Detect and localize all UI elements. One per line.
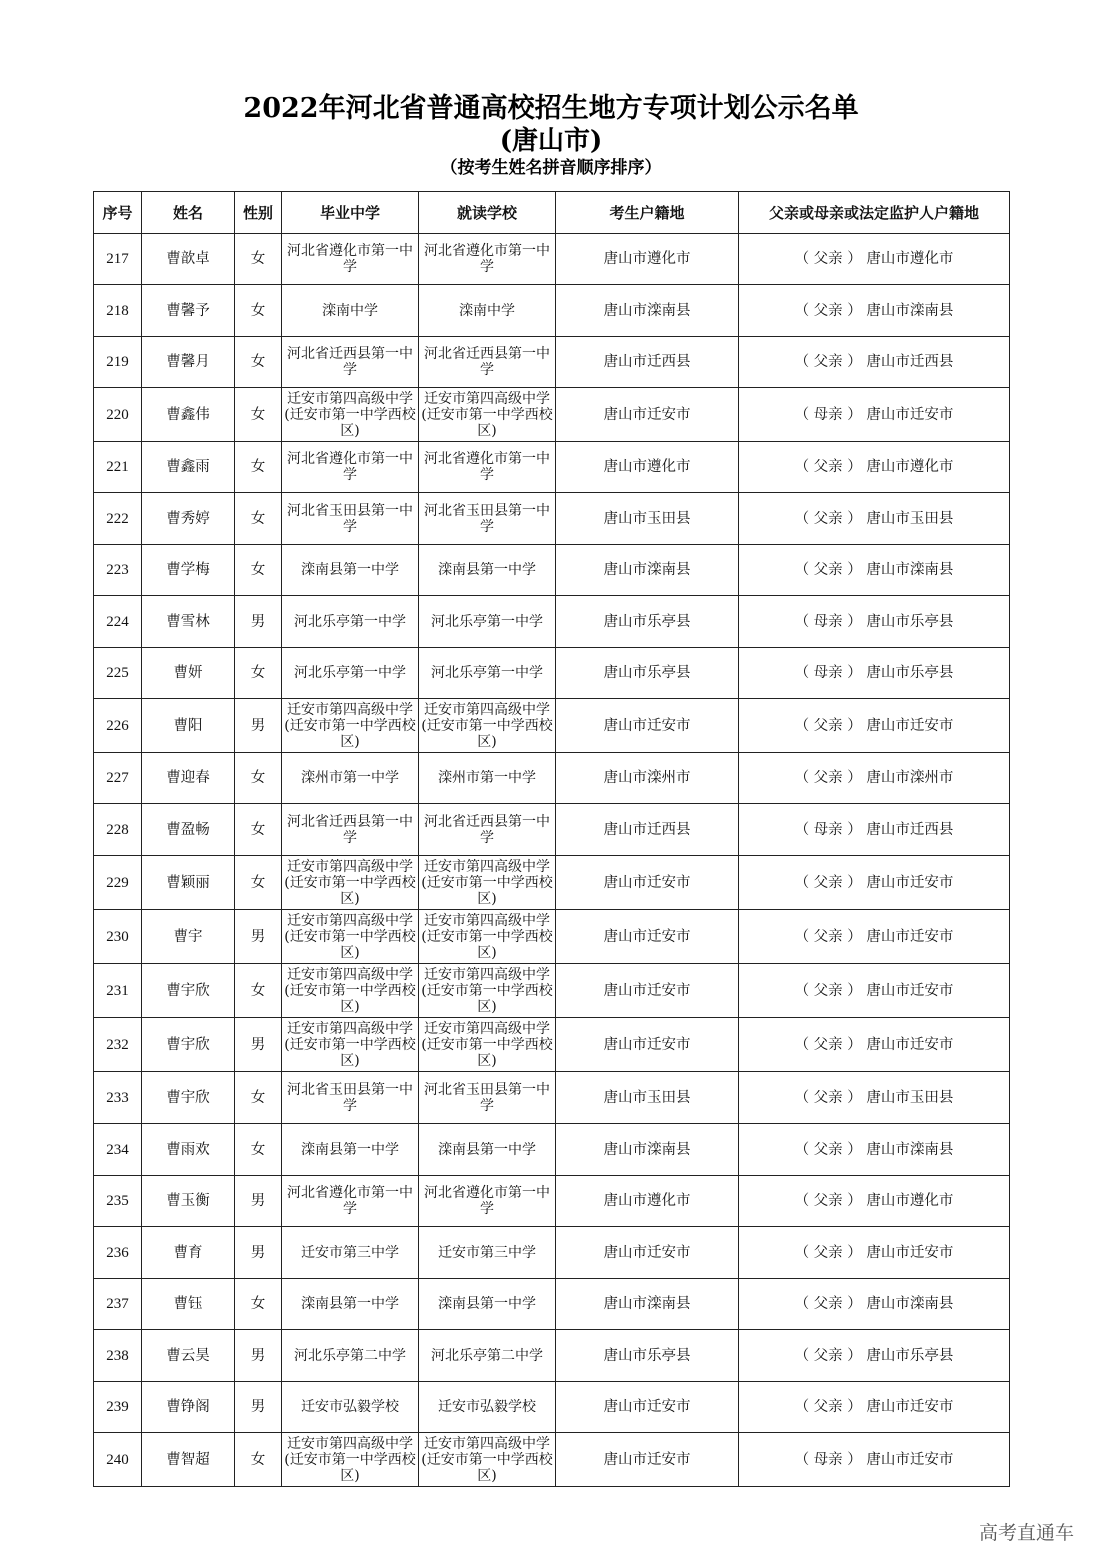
- table-row: [94, 1330, 1010, 1382]
- graduation-school: 迁安市第三中学: [282, 1227, 419, 1279]
- student-sex: 女: [235, 1433, 282, 1487]
- student-registration: 唐山市遵化市: [556, 234, 739, 285]
- student-name: 曹智超: [142, 1433, 235, 1487]
- current-school: 滦南中学: [419, 285, 556, 337]
- student-registration: 唐山市玉田县: [556, 493, 739, 545]
- graduation-school: 河北省玉田县第一中学: [282, 493, 419, 545]
- city-subtitle: (唐山市): [499, 126, 603, 156]
- current-school: 滦州市第一中学: [419, 753, 556, 804]
- table-row: [94, 804, 1010, 856]
- student-name: 曹秀婷: [142, 493, 235, 545]
- row-number: 224: [94, 596, 142, 648]
- current-school: 河北省遵化市第一中学: [419, 1176, 556, 1227]
- student-registration: 唐山市迁安市: [556, 1433, 739, 1487]
- graduation-school: 河北省遵化市第一中学: [282, 442, 419, 493]
- student-name: 曹钰: [142, 1279, 235, 1330]
- guardian-registration: （ 父亲 ） 唐山市迁安市: [739, 964, 1010, 1018]
- student-registration: 唐山市滦南县: [556, 1124, 739, 1176]
- table-row: [94, 1227, 1010, 1279]
- student-sex: 男: [235, 1227, 282, 1279]
- col-header-registration: 考生户籍地: [556, 192, 739, 234]
- student-name: 曹馨予: [142, 285, 235, 337]
- student-sex: 女: [235, 545, 282, 596]
- graduation-school: 迁安市第四高级中学(迁安市第一中学西校区): [282, 964, 419, 1018]
- graduation-school: 滦南中学: [282, 285, 419, 337]
- table-body: [94, 234, 1010, 1487]
- student-name: 曹云昊: [142, 1330, 235, 1382]
- guardian-registration: （ 父亲 ） 唐山市迁安市: [739, 1227, 1010, 1279]
- table-row: [94, 699, 1010, 753]
- current-school: 滦南县第一中学: [419, 1279, 556, 1330]
- guardian-registration: （ 母亲 ） 唐山市乐亭县: [739, 648, 1010, 699]
- graduation-school: 滦州市第一中学: [282, 753, 419, 804]
- student-sex: 男: [235, 596, 282, 648]
- guardian-registration: （ 父亲 ） 唐山市遵化市: [739, 442, 1010, 493]
- current-school: 迁安市第四高级中学(迁安市第一中学西校区): [419, 964, 556, 1018]
- student-sex: 女: [235, 234, 282, 285]
- graduation-school: 滦南县第一中学: [282, 545, 419, 596]
- student-sex: 女: [235, 804, 282, 856]
- student-sex: 女: [235, 1072, 282, 1124]
- row-number: 220: [94, 388, 142, 442]
- guardian-registration: （ 父亲 ） 唐山市滦南县: [739, 1279, 1010, 1330]
- current-school: 河北乐亭第二中学: [419, 1330, 556, 1382]
- graduation-school: 河北省玉田县第一中学: [282, 1072, 419, 1124]
- graduation-school: 迁安市第四高级中学(迁安市第一中学西校区): [282, 699, 419, 753]
- current-school: 迁安市第四高级中学(迁安市第一中学西校区): [419, 1433, 556, 1487]
- row-number: 221: [94, 442, 142, 493]
- col-header-sex: 性别: [235, 192, 282, 234]
- roster-table: [93, 191, 1010, 1487]
- guardian-registration: （ 父亲 ） 唐山市遵化市: [739, 234, 1010, 285]
- guardian-registration: （ 母亲 ） 唐山市迁安市: [739, 1433, 1010, 1487]
- table-row: [94, 1176, 1010, 1227]
- graduation-school: 迁安市第四高级中学(迁安市第一中学西校区): [282, 910, 419, 964]
- graduation-school: 迁安市第四高级中学(迁安市第一中学西校区): [282, 388, 419, 442]
- table-row: [94, 1018, 1010, 1072]
- row-number: 240: [94, 1433, 142, 1487]
- student-name: 曹宇欣: [142, 1072, 235, 1124]
- table-row: [94, 285, 1010, 337]
- student-name: 曹颖丽: [142, 856, 235, 910]
- col-header-grad-school: 毕业中学: [282, 192, 419, 234]
- graduation-school: 滦南县第一中学: [282, 1279, 419, 1330]
- current-school: 迁安市第三中学: [419, 1227, 556, 1279]
- table-row: [94, 337, 1010, 388]
- student-sex: 女: [235, 442, 282, 493]
- guardian-registration: （ 父亲 ） 唐山市迁安市: [739, 699, 1010, 753]
- sort-note: （按考生姓名拼音顺序排序）: [440, 158, 662, 178]
- student-registration: 唐山市迁安市: [556, 699, 739, 753]
- current-school: 河北省玉田县第一中学: [419, 1072, 556, 1124]
- student-registration: 唐山市乐亭县: [556, 1330, 739, 1382]
- student-name: 曹迎春: [142, 753, 235, 804]
- student-registration: 唐山市滦州市: [556, 753, 739, 804]
- graduation-school: 迁安市弘毅学校: [282, 1382, 419, 1433]
- graduation-school: 迁安市第四高级中学(迁安市第一中学西校区): [282, 856, 419, 910]
- student-sex: 女: [235, 1124, 282, 1176]
- guardian-registration: （ 父亲 ） 唐山市乐亭县: [739, 1330, 1010, 1382]
- student-registration: 唐山市遵化市: [556, 1176, 739, 1227]
- row-number: 231: [94, 964, 142, 1018]
- student-name: 曹铮阁: [142, 1382, 235, 1433]
- graduation-school: 河北乐亭第一中学: [282, 648, 419, 699]
- table-row: [94, 753, 1010, 804]
- row-number: 223: [94, 545, 142, 596]
- current-school: 滦南县第一中学: [419, 1124, 556, 1176]
- student-registration: 唐山市迁安市: [556, 1227, 739, 1279]
- guardian-registration: （ 父亲 ） 唐山市迁安市: [739, 856, 1010, 910]
- table-row: [94, 1124, 1010, 1176]
- guardian-registration: （ 父亲 ） 唐山市迁安市: [739, 1382, 1010, 1433]
- row-number: 235: [94, 1176, 142, 1227]
- current-school: 河北省玉田县第一中学: [419, 493, 556, 545]
- student-name: 曹宇欣: [142, 1018, 235, 1072]
- row-number: 222: [94, 493, 142, 545]
- student-sex: 男: [235, 1330, 282, 1382]
- current-school: 迁安市弘毅学校: [419, 1382, 556, 1433]
- graduation-school: 河北省遵化市第一中学: [282, 1176, 419, 1227]
- guardian-registration: （ 母亲 ） 唐山市迁安市: [739, 388, 1010, 442]
- page-title: 2022年河北省普通高校招生地方专项计划公示名单: [243, 93, 859, 124]
- table-row: [94, 545, 1010, 596]
- student-sex: 女: [235, 648, 282, 699]
- graduation-school: 滦南县第一中学: [282, 1124, 419, 1176]
- student-name: 曹阳: [142, 699, 235, 753]
- student-registration: 唐山市玉田县: [556, 1072, 739, 1124]
- table-row: [94, 964, 1010, 1018]
- student-sex: 男: [235, 1382, 282, 1433]
- table-row: [94, 493, 1010, 545]
- guardian-registration: （ 父亲 ） 唐山市玉田县: [739, 493, 1010, 545]
- student-registration: 唐山市迁西县: [556, 337, 739, 388]
- current-school: 迁安市第四高级中学(迁安市第一中学西校区): [419, 1018, 556, 1072]
- graduation-school: 迁安市第四高级中学(迁安市第一中学西校区): [282, 1018, 419, 1072]
- student-name: 曹馨月: [142, 337, 235, 388]
- row-number: 239: [94, 1382, 142, 1433]
- student-registration: 唐山市滦南县: [556, 285, 739, 337]
- student-sex: 男: [235, 910, 282, 964]
- table-row: [94, 1072, 1010, 1124]
- student-name: 曹宇: [142, 910, 235, 964]
- student-name: 曹鑫伟: [142, 388, 235, 442]
- student-sex: 女: [235, 856, 282, 910]
- table-row: [94, 388, 1010, 442]
- student-registration: 唐山市滦南县: [556, 545, 739, 596]
- table-row: [94, 442, 1010, 493]
- student-name: 曹雪林: [142, 596, 235, 648]
- student-sex: 女: [235, 388, 282, 442]
- row-number: 233: [94, 1072, 142, 1124]
- row-number: 227: [94, 753, 142, 804]
- guardian-registration: （ 父亲 ） 唐山市迁西县: [739, 337, 1010, 388]
- graduation-school: 河北省迁西县第一中学: [282, 337, 419, 388]
- student-name: 曹学梅: [142, 545, 235, 596]
- table-row: [94, 1279, 1010, 1330]
- row-number: 225: [94, 648, 142, 699]
- guardian-registration: （ 父亲 ） 唐山市滦州市: [739, 753, 1010, 804]
- guardian-registration: （ 父亲 ） 唐山市迁安市: [739, 910, 1010, 964]
- current-school: 迁安市第四高级中学(迁安市第一中学西校区): [419, 699, 556, 753]
- col-header-current-school: 就读学校: [419, 192, 556, 234]
- watermark-text: 高考直通车: [978, 1522, 1074, 1544]
- row-number: 230: [94, 910, 142, 964]
- table-row: [94, 910, 1010, 964]
- student-registration: 唐山市迁安市: [556, 856, 739, 910]
- col-header-no: 序号: [94, 192, 142, 234]
- current-school: 河北省遵化市第一中学: [419, 234, 556, 285]
- row-number: 218: [94, 285, 142, 337]
- current-school: 河北乐亭第一中学: [419, 648, 556, 699]
- student-registration: 唐山市乐亭县: [556, 596, 739, 648]
- current-school: 滦南县第一中学: [419, 545, 556, 596]
- graduation-school: 河北乐亭第一中学: [282, 596, 419, 648]
- current-school: 河北省迁西县第一中学: [419, 337, 556, 388]
- student-sex: 女: [235, 493, 282, 545]
- student-registration: 唐山市迁安市: [556, 910, 739, 964]
- student-sex: 女: [235, 964, 282, 1018]
- guardian-registration: （ 父亲 ） 唐山市迁安市: [739, 1018, 1010, 1072]
- row-number: 219: [94, 337, 142, 388]
- col-header-name: 姓名: [142, 192, 235, 234]
- student-registration: 唐山市遵化市: [556, 442, 739, 493]
- current-school: 迁安市第四高级中学(迁安市第一中学西校区): [419, 388, 556, 442]
- current-school: 迁安市第四高级中学(迁安市第一中学西校区): [419, 856, 556, 910]
- student-name: 曹歆卓: [142, 234, 235, 285]
- student-name: 曹玉衡: [142, 1176, 235, 1227]
- graduation-school: 迁安市第四高级中学(迁安市第一中学西校区): [282, 1433, 419, 1487]
- student-registration: 唐山市迁安市: [556, 1018, 739, 1072]
- student-registration: 唐山市迁安市: [556, 964, 739, 1018]
- guardian-registration: （ 父亲 ） 唐山市滦南县: [739, 1124, 1010, 1176]
- current-school: 河北乐亭第一中学: [419, 596, 556, 648]
- row-number: 226: [94, 699, 142, 753]
- graduation-school: 河北乐亭第二中学: [282, 1330, 419, 1382]
- current-school: 迁安市第四高级中学(迁安市第一中学西校区): [419, 910, 556, 964]
- student-sex: 女: [235, 753, 282, 804]
- student-sex: 女: [235, 337, 282, 388]
- student-registration: 唐山市迁安市: [556, 1382, 739, 1433]
- student-registration: 唐山市乐亭县: [556, 648, 739, 699]
- student-registration: 唐山市滦南县: [556, 1279, 739, 1330]
- student-sex: 女: [235, 285, 282, 337]
- graduation-school: 河北省迁西县第一中学: [282, 804, 419, 856]
- row-number: 234: [94, 1124, 142, 1176]
- row-number: 229: [94, 856, 142, 910]
- student-sex: 男: [235, 1018, 282, 1072]
- guardian-registration: （ 父亲 ） 唐山市滦南县: [739, 545, 1010, 596]
- student-registration: 唐山市迁安市: [556, 388, 739, 442]
- student-name: 曹鑫雨: [142, 442, 235, 493]
- table-row: [94, 648, 1010, 699]
- guardian-registration: （ 母亲 ） 唐山市迁西县: [739, 804, 1010, 856]
- row-number: 217: [94, 234, 142, 285]
- table-row: [94, 1382, 1010, 1433]
- current-school: 河北省迁西县第一中学: [419, 804, 556, 856]
- guardian-registration: （ 父亲 ） 唐山市遵化市: [739, 1176, 1010, 1227]
- student-sex: 女: [235, 1279, 282, 1330]
- student-name: 曹宇欣: [142, 964, 235, 1018]
- student-name: 曹雨欢: [142, 1124, 235, 1176]
- graduation-school: 河北省遵化市第一中学: [282, 234, 419, 285]
- row-number: 238: [94, 1330, 142, 1382]
- table-row: [94, 234, 1010, 285]
- student-sex: 男: [235, 1176, 282, 1227]
- row-number: 228: [94, 804, 142, 856]
- student-name: 曹盈畅: [142, 804, 235, 856]
- col-header-guardian-registration: 父亲或母亲或法定监护人户籍地: [739, 192, 1010, 234]
- student-sex: 男: [235, 699, 282, 753]
- guardian-registration: （ 父亲 ） 唐山市玉田县: [739, 1072, 1010, 1124]
- table-row: [94, 856, 1010, 910]
- row-number: 236: [94, 1227, 142, 1279]
- current-school: 河北省遵化市第一中学: [419, 442, 556, 493]
- table-row: [94, 596, 1010, 648]
- row-number: 237: [94, 1279, 142, 1330]
- guardian-registration: （ 母亲 ） 唐山市乐亭县: [739, 596, 1010, 648]
- table-row: [94, 1433, 1010, 1487]
- student-name: 曹育: [142, 1227, 235, 1279]
- header-row: [94, 192, 1010, 234]
- student-registration: 唐山市迁西县: [556, 804, 739, 856]
- row-number: 232: [94, 1018, 142, 1072]
- student-name: 曹妍: [142, 648, 235, 699]
- guardian-registration: （ 父亲 ） 唐山市滦南县: [739, 285, 1010, 337]
